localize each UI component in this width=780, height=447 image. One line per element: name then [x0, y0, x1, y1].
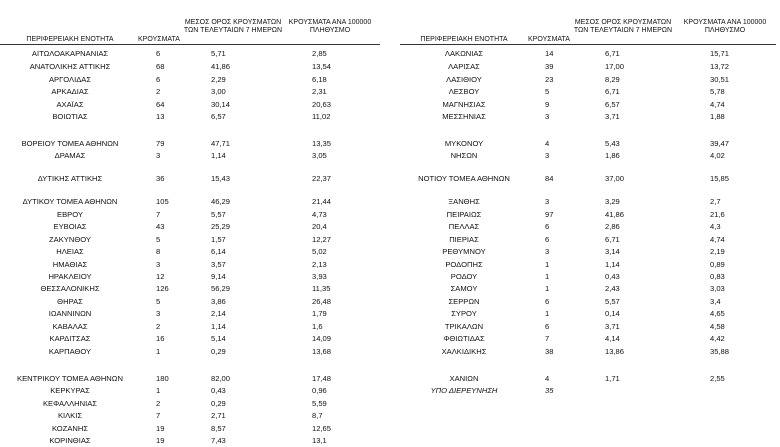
per100k-value: 20,63	[312, 100, 332, 109]
cases-value: 6	[156, 75, 161, 84]
table-row	[400, 321, 780, 333]
avg7-value: 0,14	[605, 309, 620, 318]
region-name: ΔΥΤΙΚΟΥ ΤΟΜΕΑ ΑΘΗΝΩΝ	[22, 197, 118, 206]
per100k-value: 3,93	[312, 272, 327, 281]
table-row	[0, 346, 380, 358]
table-row	[400, 373, 780, 385]
avg7-value: 4,14	[605, 334, 620, 343]
table-row	[0, 111, 380, 123]
cases-value: 19	[156, 436, 165, 445]
cases-value: 6	[545, 222, 550, 231]
table-row	[0, 196, 380, 208]
per100k-value: 2,31	[312, 87, 327, 96]
cases-value: 1	[156, 386, 161, 395]
avg7-value: 0,29	[211, 347, 226, 356]
per100k-value: 17,48	[312, 374, 332, 383]
region-name: ΝΗΣΩΝ	[450, 151, 478, 160]
cases-value: 84	[545, 174, 554, 183]
per100k-value: 2,85	[312, 49, 327, 58]
region-name: ΜΕΣΣΗΝΙΑΣ	[442, 112, 486, 121]
cases-value: 6	[545, 322, 550, 331]
cases-value: 1	[545, 284, 550, 293]
table-row	[400, 74, 780, 86]
region-name: ΛΕΣΒΟΥ	[448, 87, 480, 96]
cases-value: 3	[156, 151, 161, 160]
region-name: ΡΕΘΥΜΝΟΥ	[442, 247, 486, 256]
avg7-value: 41,86	[605, 210, 625, 219]
avg7-value: 6,57	[211, 112, 226, 121]
table-row	[0, 308, 380, 320]
table-row	[400, 385, 780, 397]
table-row	[400, 196, 780, 208]
table-row	[400, 150, 780, 162]
avg7-value: 2,14	[211, 309, 226, 318]
avg7-value: 6,14	[211, 247, 226, 256]
region-name: ΣΑΜΟΥ	[450, 284, 478, 293]
table-row	[400, 259, 780, 271]
table-row	[0, 271, 380, 283]
cases-value: 12	[156, 272, 165, 281]
region-name: ΧΑΝΙΩΝ	[449, 374, 479, 383]
per100k-value: 0,83	[710, 272, 725, 281]
table-row	[0, 423, 380, 435]
avg7-value: 1,14	[605, 260, 620, 269]
table-row	[0, 74, 380, 86]
header-avg7: ΜΕΣΟΣ ΟΡΟΣ ΚΡΟΥΣΜΑΤΩΝ ΤΩΝ ΤΕΛΕΥΤΑΙΩΝ 7 ΗΜΕΡΩΝ	[183, 19, 283, 34]
avg7-value: 37,00	[605, 174, 625, 183]
per100k-value: 1,6	[312, 322, 323, 331]
per100k-value: 2,55	[710, 374, 725, 383]
per100k-value: 5,78	[710, 87, 725, 96]
table-row	[0, 296, 380, 308]
cases-value: 180	[156, 374, 169, 383]
avg7-value: 82,00	[211, 374, 231, 383]
avg7-value: 6,71	[605, 49, 620, 58]
region-name: ΑΡΓΟΛΙΔΑΣ	[48, 75, 92, 84]
table-row	[0, 150, 380, 162]
avg7-value: 41,86	[211, 62, 231, 71]
region-name: ΝΟΤΙΟΥ ΤΟΜΕΑ ΑΘΗΝΩΝ	[418, 174, 510, 183]
cases-value: 23	[545, 75, 554, 84]
per100k-value: 2,19	[710, 247, 725, 256]
table-row	[0, 246, 380, 258]
region-name: ΛΑΚΩΝΙΑΣ	[444, 49, 484, 58]
cases-value: 4	[545, 139, 550, 148]
table-row	[0, 221, 380, 233]
table-row	[400, 61, 780, 73]
header-cases: ΚΡΟΥΣΜΑΤΑ	[138, 36, 180, 43]
region-name: ΔΡΑΜΑΣ	[54, 151, 86, 160]
per100k-value: 1,79	[312, 309, 327, 318]
region-name: ΣΕΡΡΩΝ	[448, 297, 480, 306]
avg7-value: 17,00	[605, 62, 625, 71]
table-row	[400, 234, 780, 246]
cases-value: 3	[545, 112, 550, 121]
table-row	[0, 138, 380, 150]
region-name: ΑΙΤΩΛΟΑΚΑΡΝΑΝΙΑΣ	[31, 49, 109, 58]
region-name: ΚΕΝΤΡΙΚΟΥ ΤΟΜΕΑ ΑΘΗΝΩΝ	[17, 374, 123, 383]
table-row	[400, 296, 780, 308]
per100k-value: 2,13	[312, 260, 327, 269]
cases-value: 7	[156, 210, 161, 219]
table-row	[0, 173, 380, 185]
cases-value: 6	[545, 297, 550, 306]
per100k-value: 13,68	[312, 347, 332, 356]
cases-value: 3	[156, 260, 161, 269]
avg7-value: 3,86	[211, 297, 226, 306]
table-row	[400, 283, 780, 295]
table-row	[0, 99, 380, 111]
cases-value: 7	[545, 334, 550, 343]
avg7-value: 8,57	[211, 424, 226, 433]
per100k-value: 4,74	[710, 235, 725, 244]
avg7-value: 47,71	[211, 139, 231, 148]
avg7-value: 2,43	[605, 284, 620, 293]
cases-value: 36	[156, 174, 165, 183]
region-name: ΚΕΦΑΛΛΗΝΙΑΣ	[42, 399, 98, 408]
cases-value: 4	[545, 374, 550, 383]
table-row	[400, 48, 780, 60]
per100k-value: 3,05	[312, 151, 327, 160]
table-row	[400, 308, 780, 320]
region-name: ΜΥΚΟΝΟΥ	[444, 139, 484, 148]
avg7-value: 3,29	[605, 197, 620, 206]
avg7-value: 3,00	[211, 87, 226, 96]
avg7-value: 5,57	[605, 297, 620, 306]
per100k-value: 26,48	[312, 297, 332, 306]
table-row	[0, 283, 380, 295]
region-name: ΠΕΙΡΑΙΩΣ	[446, 210, 482, 219]
cases-value: 5	[156, 235, 161, 244]
per100k-value: 15,71	[710, 49, 730, 58]
table-row	[0, 321, 380, 333]
per100k-value: 4,73	[312, 210, 327, 219]
region-name: ΒΟΡΕΙΟΥ ΤΟΜΕΑ ΑΘΗΝΩΝ	[21, 139, 119, 148]
cases-value: 14	[545, 49, 554, 58]
header-underline	[0, 44, 380, 45]
per100k-value: 4,65	[710, 309, 725, 318]
region-name: ΛΑΣΙΘΙΟΥ	[446, 75, 482, 84]
per100k-value: 8,7	[312, 411, 323, 420]
per100k-value: 3,4	[710, 297, 721, 306]
per100k-value: 21,6	[710, 210, 725, 219]
cases-value: 35	[545, 386, 554, 395]
cases-value: 2	[156, 399, 161, 408]
cases-value: 38	[545, 347, 554, 356]
avg7-value: 30,14	[211, 100, 231, 109]
table-row	[400, 333, 780, 345]
avg7-value: 6,71	[605, 87, 620, 96]
per100k-value: 4,74	[710, 100, 725, 109]
region-name: ΡΟΔΟΥ	[450, 272, 478, 281]
region-name: ΗΜΑΘΙΑΣ	[52, 260, 88, 269]
table-row	[0, 61, 380, 73]
per100k-value: 15,85	[710, 174, 730, 183]
cases-value: 3	[545, 247, 550, 256]
header-region: ΠΕΡΙΦΕΡΕΙΑΚΗ ΕΝΟΤΗΤΑ	[420, 36, 508, 43]
table-row	[0, 86, 380, 98]
cases-value: 7	[156, 411, 161, 420]
cases-value: 3	[156, 309, 161, 318]
table-row	[0, 259, 380, 271]
cases-value: 1	[545, 309, 550, 318]
avg7-value: 25,29	[211, 222, 231, 231]
avg7-value: 1,86	[605, 151, 620, 160]
table-row	[400, 346, 780, 358]
region-name: ΥΠΟ ΔΙΕΡΕΥΝΗΣΗ	[430, 386, 498, 395]
region-name: ΜΑΓΝΗΣΙΑΣ	[442, 100, 486, 109]
avg7-value: 6,71	[605, 235, 620, 244]
per100k-value: 39,47	[710, 139, 730, 148]
region-name: ΒΟΙΩΤΙΑΣ	[52, 112, 88, 121]
per100k-value: 0,96	[312, 386, 327, 395]
per100k-value: 5,02	[312, 247, 327, 256]
cases-value: 5	[156, 297, 161, 306]
cases-value: 39	[545, 62, 554, 71]
avg7-value: 9,14	[211, 272, 226, 281]
avg7-value: 5,43	[605, 139, 620, 148]
table-row	[0, 385, 380, 397]
header-per100k: ΚΡΟΥΣΜΑΤΑ ΑΝΑ 100000 ΠΛΗΘΥΣΜΟ	[288, 19, 372, 34]
table-row	[400, 209, 780, 221]
per100k-value: 30,51	[710, 75, 730, 84]
region-name: ΤΡΙΚΑΛΩΝ	[444, 322, 484, 331]
avg7-value: 5,14	[211, 334, 226, 343]
cases-value: 3	[545, 151, 550, 160]
region-name: ΚΑΡΔΙΤΣΑΣ	[49, 334, 91, 343]
table-row	[0, 234, 380, 246]
table-row	[0, 373, 380, 385]
avg7-value: 5,71	[211, 49, 226, 58]
table-row	[400, 86, 780, 98]
header-cases: ΚΡΟΥΣΜΑΤΑ	[528, 36, 570, 43]
region-name: ΘΕΣΣΑΛΟΝΙΚΗΣ	[40, 284, 100, 293]
per100k-value: 1,88	[710, 112, 725, 121]
table-row	[400, 99, 780, 111]
avg7-value: 1,14	[211, 322, 226, 331]
region-name: ΣΥΡΟΥ	[451, 309, 477, 318]
region-name: ΑΡΚΑΔΙΑΣ	[51, 87, 89, 96]
per100k-value: 14,09	[312, 334, 332, 343]
per100k-value: 12,65	[312, 424, 332, 433]
region-name: ΛΑΡΙΣΑΣ	[448, 62, 480, 71]
cases-value: 6	[545, 235, 550, 244]
table-row	[400, 138, 780, 150]
cases-value: 1	[156, 347, 161, 356]
avg7-value: 56,29	[211, 284, 231, 293]
table-row	[400, 173, 780, 185]
region-name: ΠΕΛΛΑΣ	[448, 222, 480, 231]
avg7-value: 5,57	[211, 210, 226, 219]
cases-value: 2	[156, 322, 161, 331]
cases-value: 43	[156, 222, 165, 231]
per100k-value: 21,44	[312, 197, 332, 206]
per100k-value: 6,18	[312, 75, 327, 84]
avg7-value: 2,29	[211, 75, 226, 84]
avg7-value: 1,14	[211, 151, 226, 160]
cases-value: 105	[156, 197, 169, 206]
per100k-value: 4,3	[710, 222, 721, 231]
per100k-value: 13,54	[312, 62, 332, 71]
cases-value: 13	[156, 112, 165, 121]
cases-value: 2	[156, 87, 161, 96]
avg7-value: 2,86	[605, 222, 620, 231]
cases-value: 19	[156, 424, 165, 433]
header-region: ΠΕΡΙΦΕΡΕΙΑΚΗ ΕΝΟΤΗΤΑ	[26, 36, 114, 43]
region-name: ΗΡΑΚΛΕΙΟΥ	[48, 272, 92, 281]
cases-value: 64	[156, 100, 165, 109]
cases-value: 3	[545, 197, 550, 206]
per100k-value: 4,42	[710, 334, 725, 343]
region-name: ΑΝΑΤΟΛΙΚΗΣ ΑΤΤΙΚΗΣ	[29, 62, 111, 71]
table-row	[400, 271, 780, 283]
region-name: ΚΕΡΚΥΡΑΣ	[50, 386, 90, 395]
avg7-value: 3,57	[211, 260, 226, 269]
avg7-value: 1,57	[211, 235, 226, 244]
cases-value: 5	[545, 87, 550, 96]
region-name: ΦΘΙΩΤΙΔΑΣ	[443, 334, 485, 343]
cases-value: 1	[545, 260, 550, 269]
cases-value: 6	[156, 49, 161, 58]
avg7-value: 1,71	[605, 374, 620, 383]
region-name: ΚΙΛΚΙΣ	[57, 411, 83, 420]
cases-value: 9	[545, 100, 550, 109]
region-name: ΕΒΡΟΥ	[57, 210, 83, 219]
per100k-value: 4,58	[710, 322, 725, 331]
avg7-value: 0,43	[211, 386, 226, 395]
avg7-value: 0,43	[605, 272, 620, 281]
region-name: ΠΙΕΡΙΑΣ	[449, 235, 479, 244]
per100k-value: 0,89	[710, 260, 725, 269]
region-name: ΡΟΔΟΠΗΣ	[445, 260, 483, 269]
per100k-value: 13,72	[710, 62, 730, 71]
table-row	[400, 246, 780, 258]
table-row	[400, 221, 780, 233]
avg7-value: 3,14	[605, 247, 620, 256]
per100k-value: 20,4	[312, 222, 327, 231]
table-row	[0, 410, 380, 422]
region-name: ΕΥΒΟΙΑΣ	[53, 222, 87, 231]
table-row	[0, 435, 380, 447]
cases-value: 1	[545, 272, 550, 281]
region-name: ΘΗΡΑΣ	[57, 297, 83, 306]
region-name: ΚΟΡΙΝΘΙΑΣ	[49, 436, 91, 445]
avg7-value: 6,57	[605, 100, 620, 109]
avg7-value: 13,86	[605, 347, 625, 356]
per100k-value: 22,37	[312, 174, 332, 183]
region-name: ΚΑΡΠΑΘΟΥ	[48, 347, 92, 356]
region-name: ΖΑΚΥΝΘΟΥ	[49, 235, 91, 244]
per100k-value: 11,35	[312, 284, 331, 293]
avg7-value: 15,43	[211, 174, 231, 183]
table-row	[0, 398, 380, 410]
table-row	[0, 209, 380, 221]
per100k-value: 3,03	[710, 284, 725, 293]
header-underline	[400, 44, 776, 45]
per100k-value: 12,27	[312, 235, 332, 244]
table-row	[0, 48, 380, 60]
region-name: ΧΑΛΚΙΔΙΚΗΣ	[441, 347, 487, 356]
per100k-value: 13,1	[312, 436, 327, 445]
region-name: ΔΥΤΙΚΗΣ ΑΤΤΙΚΗΣ	[37, 174, 103, 183]
avg7-value: 2,71	[211, 411, 226, 420]
cases-value: 68	[156, 62, 165, 71]
cases-value: 79	[156, 139, 165, 148]
per100k-value: 13,35	[312, 139, 332, 148]
avg7-value: 0,29	[211, 399, 226, 408]
cases-value: 16	[156, 334, 165, 343]
table-row	[0, 333, 380, 345]
avg7-value: 46,29	[211, 197, 231, 206]
cases-value: 8	[156, 247, 161, 256]
avg7-value: 3,71	[605, 112, 620, 121]
per100k-value: 11,02	[312, 112, 331, 121]
avg7-value: 8,29	[605, 75, 620, 84]
header-avg7: ΜΕΣΟΣ ΟΡΟΣ ΚΡΟΥΣΜΑΤΩΝ ΤΩΝ ΤΕΛΕΥΤΑΙΩΝ 7 ΗΜΕΡΩΝ	[573, 19, 673, 34]
cases-value: 97	[545, 210, 554, 219]
per100k-value: 2,7	[710, 197, 721, 206]
region-name: ΑΧΑΪΑΣ	[56, 100, 84, 109]
region-name: ΗΛΕΙΑΣ	[56, 247, 84, 256]
avg7-value: 7,43	[211, 436, 226, 445]
table-row	[400, 111, 780, 123]
region-name: ΞΑΝΘΗΣ	[448, 197, 480, 206]
region-name: ΚΟΖΑΝΗΣ	[51, 424, 89, 433]
header-per100k: ΚΡΟΥΣΜΑΤΑ ΑΝΑ 100000 ΠΛΗΘΥΣΜΟ	[683, 19, 767, 34]
region-name: ΙΩΑΝΝΙΝΩΝ	[48, 309, 92, 318]
region-name: ΚΑΒΑΛΑΣ	[52, 322, 88, 331]
avg7-value: 3,71	[605, 322, 620, 331]
cases-value: 126	[156, 284, 169, 293]
per100k-value: 5,59	[312, 399, 327, 408]
per100k-value: 4,02	[710, 151, 725, 160]
per100k-value: 35,88	[710, 347, 730, 356]
